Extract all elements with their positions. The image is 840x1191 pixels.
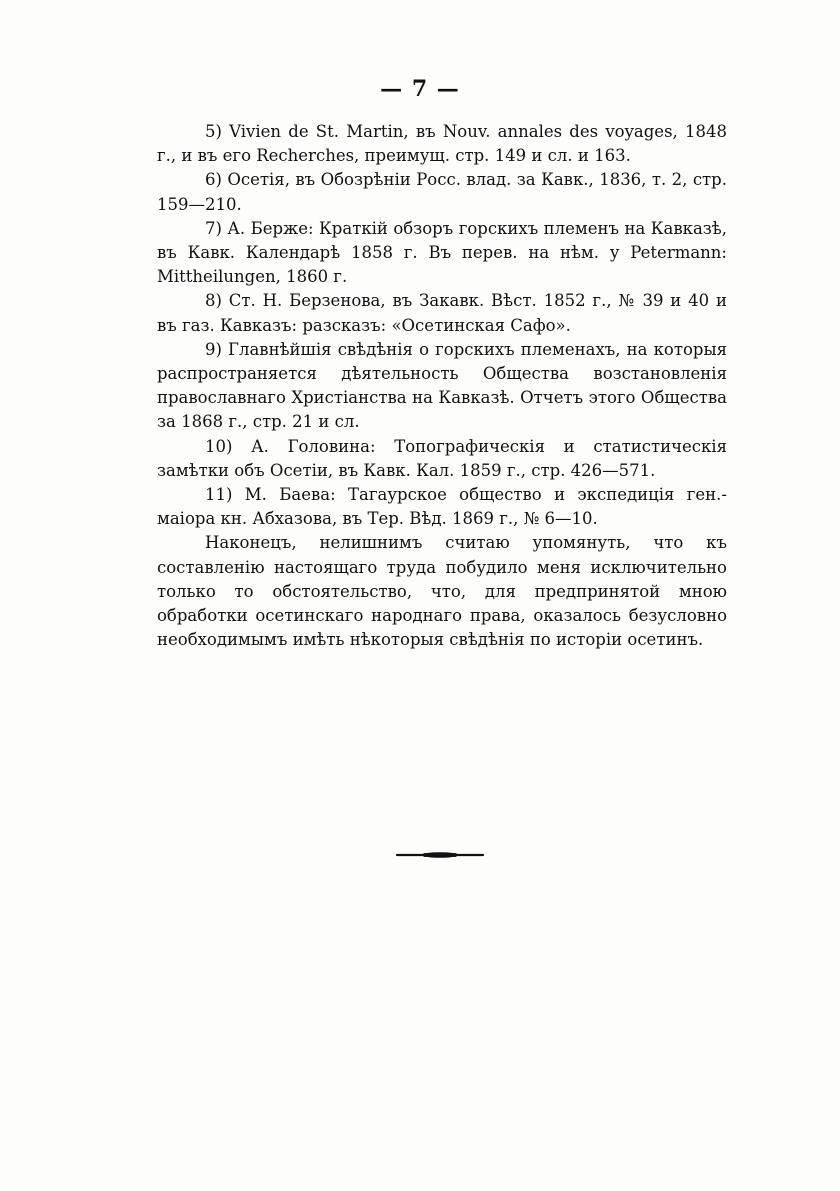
page-number: — 7 — <box>380 76 460 102</box>
reference-11: 11) М. Баева: Тагаурское общество и экспедиція ген.-маіора кн. Абхазова, въ Тер. Вѣд. 1869 г., № 6—10. <box>157 485 727 529</box>
reference-6: 6) Осетія, въ Обозрѣніи Росс. влад. за Кавк., 1836, т. 2, стр. 159—210. <box>157 170 727 214</box>
reference-10: 10) А. Головина: Топографическія и статистическія замѣтки объ Осетіи, въ Кавк. Кал. 1859 г., стр. 426—571. <box>157 436 727 480</box>
reference-9: 9) Главнѣйшія свѣдѣнія о горскихъ племенахъ, на которыя распространяется дѣятельность Общества возстановленія православнаго Христіанства на Кавказѣ. Отчетъ этого Общества за 1868 г., стр. 21 и сл. <box>157 339 727 432</box>
reference-7: 7) А. Берже: Краткій обзоръ горскихъ племенъ на Кавказѣ, въ Кавк. Календарѣ 1858 г. Въ перев. на нѣм. у Petermann: Mittheilungen, 1860 г. <box>157 218 727 287</box>
reference-5: 5) Vivien de St. Martin, въ Nouv. annales des voyages, 1848 г., и въ его Recherches, преимущ. стр. 149 и сл. и 163. <box>157 122 727 166</box>
reference-8: 8) Ст. Н. Берзенова, въ Закавк. Вѣст. 1852 г., № 39 и 40 и въ газ. Кавказъ: разсказъ: «Осетинская Сафо». <box>157 291 727 335</box>
references-text <box>157 120 727 652</box>
tailpiece-ornament-icon <box>395 850 485 860</box>
closing-paragraph: Наконецъ, нелишнимъ считаю упомянуть, что къ составленію настоящаго труда побудило меня исключительно только то обстоятельство, что, для предпринятой мною обработки осетинскаго народнаго права, оказалось безусловно необходимымъ имѣть нѣкоторыя свѣдѣнія по исторіи осетинъ. <box>157 533 727 650</box>
